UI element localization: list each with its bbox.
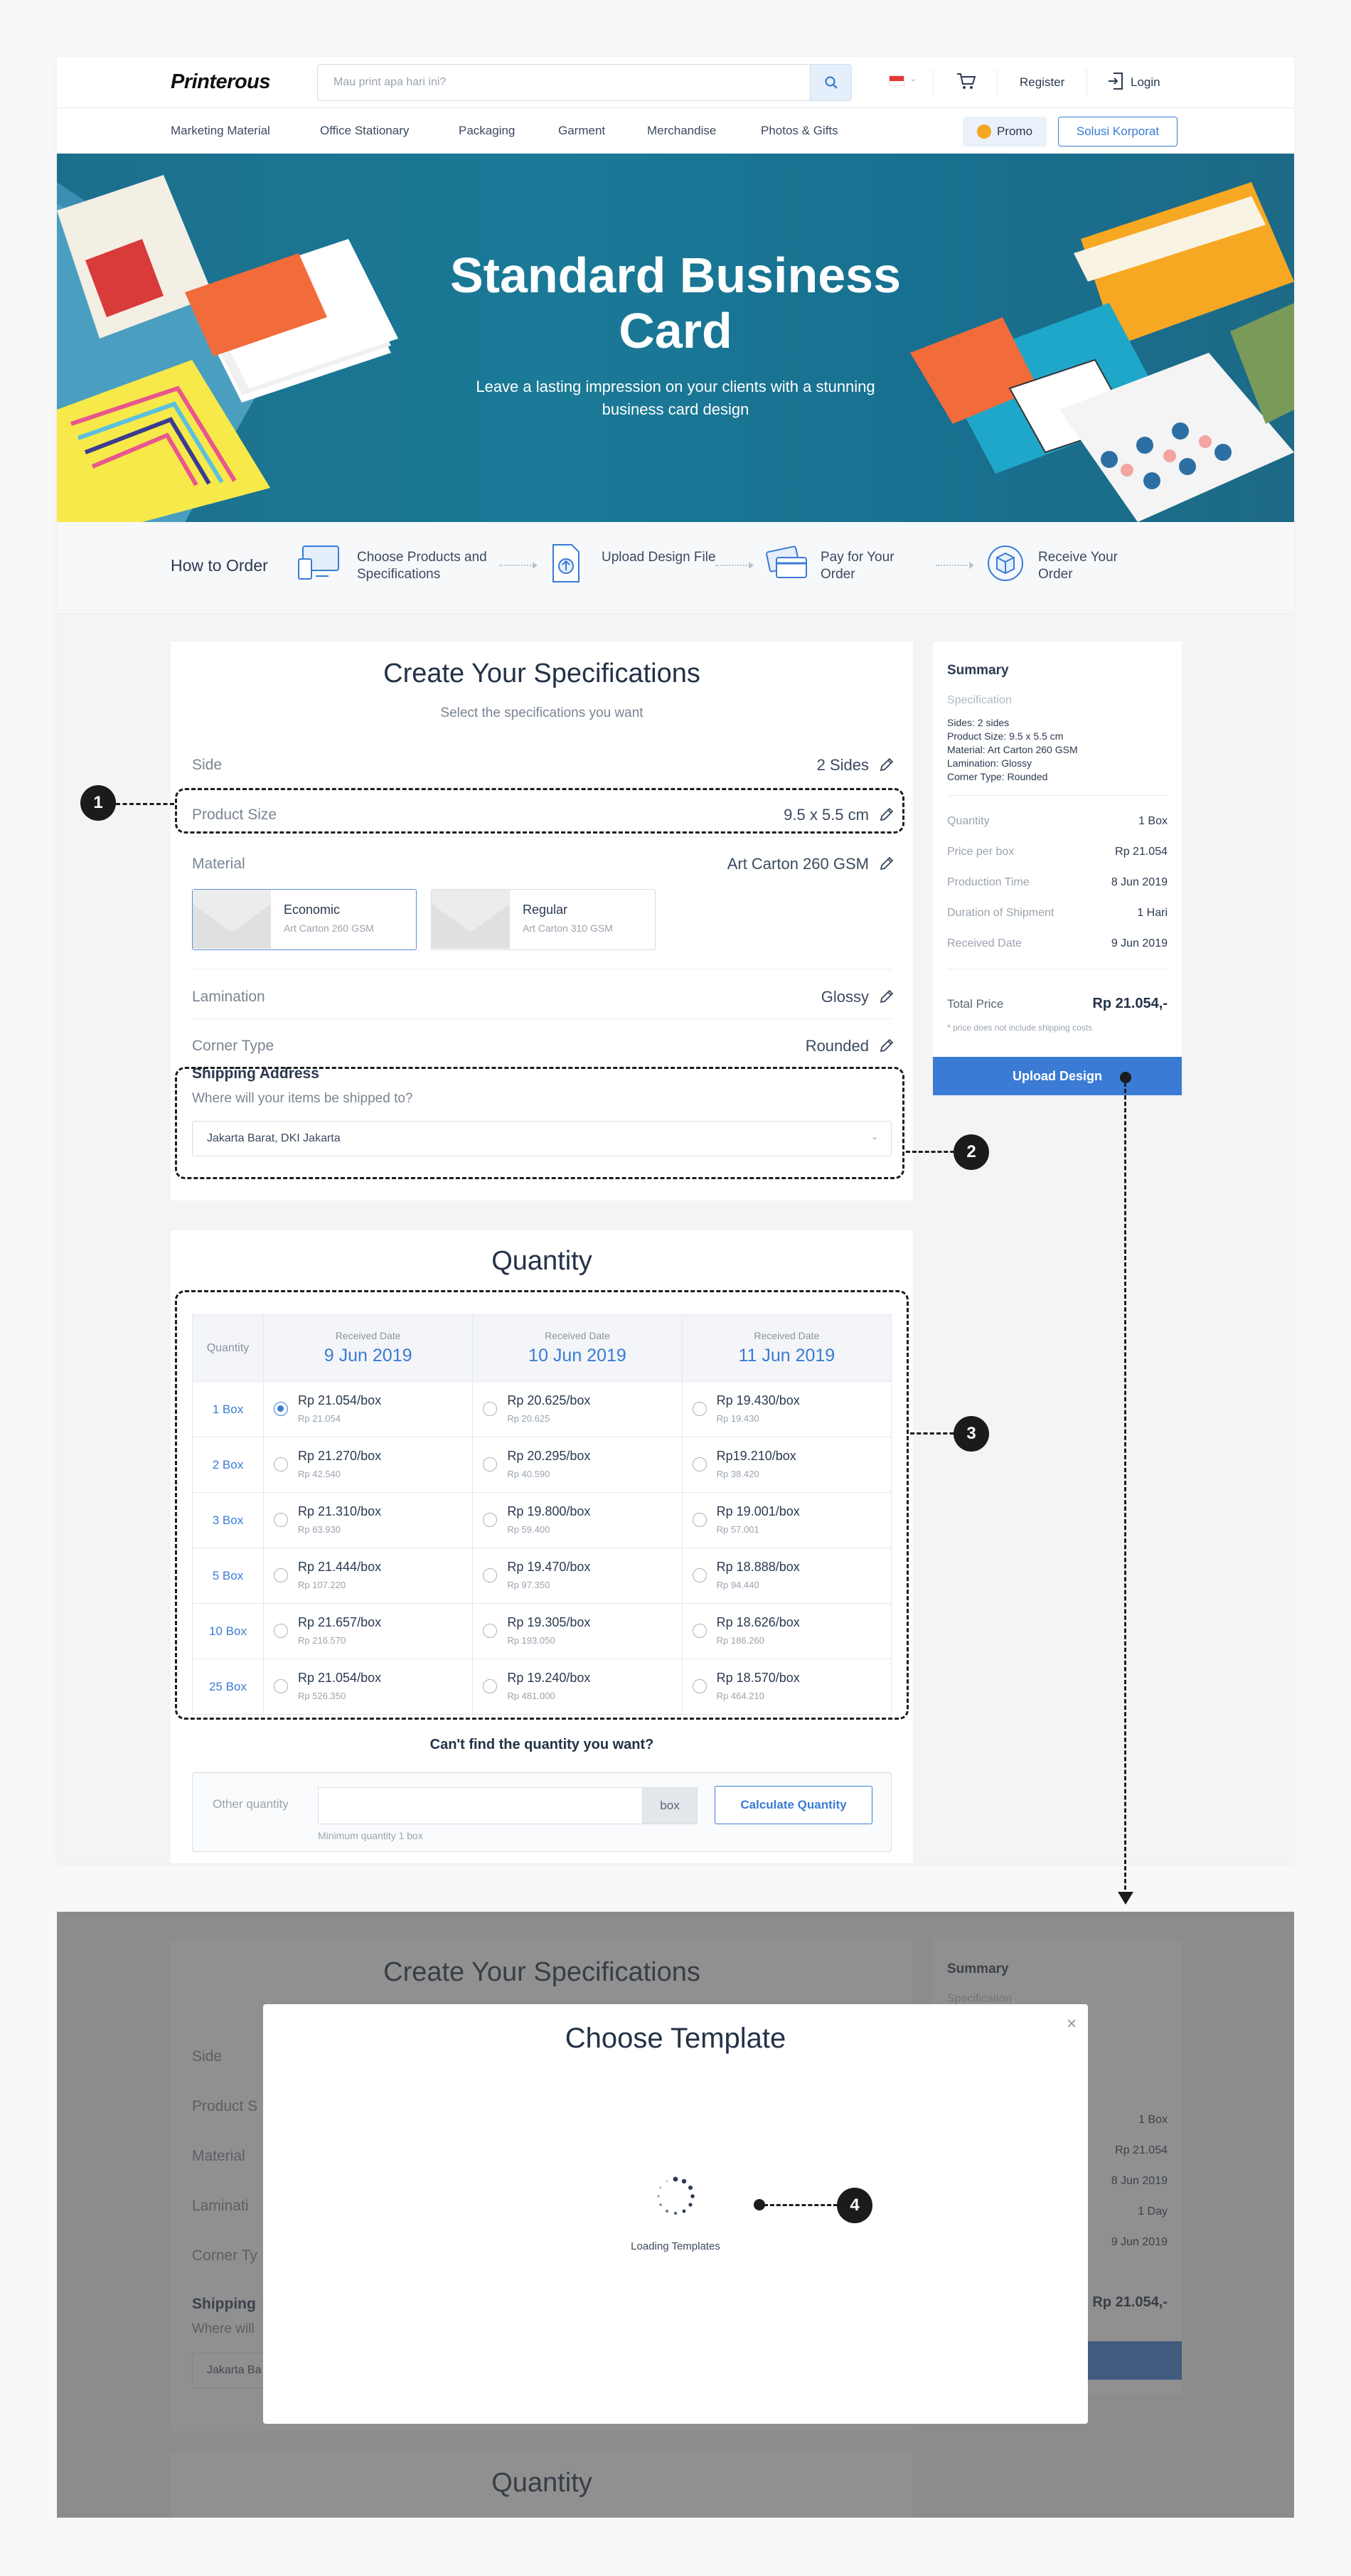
price-per-box: Rp 19.800/box — [507, 1504, 591, 1518]
total-price-note: * price does not include shipping costs — [947, 1023, 1093, 1033]
other-quantity-label: Other quantity — [213, 1797, 289, 1811]
total-price-label: Total Price — [947, 997, 1004, 1011]
quantity-option[interactable]: 1 Box — [193, 1382, 264, 1437]
summary-card — [933, 642, 1182, 1095]
price-per-box: Rp19.210/box — [716, 1449, 796, 1463]
calculate-quantity-button[interactable]: Calculate Quantity — [715, 1786, 872, 1824]
step-pay-order: Pay for Your Order — [821, 550, 895, 582]
annotation-connector — [116, 803, 174, 805]
category-packaging[interactable]: Packaging — [459, 124, 516, 137]
choose-template-state — [57, 1912, 1294, 2518]
price-total: Rp 59.400 — [507, 1524, 550, 1535]
price-per-box: Rp 19.240/box — [507, 1671, 591, 1685]
monitor-icon — [296, 543, 343, 582]
search-input[interactable] — [318, 65, 808, 100]
quantity-option[interactable]: 10 Box — [193, 1604, 264, 1659]
summary-shipment-value: 1 Hari — [1137, 907, 1168, 919]
search-icon — [824, 75, 838, 90]
price-per-box: Rp 21.310/box — [298, 1504, 382, 1518]
step-choose-products: Choose Products and Specifications — [357, 550, 487, 582]
lamination-label: Lamination — [192, 989, 265, 1005]
minimum-quantity-note: Minimum quantity 1 box — [318, 1830, 423, 1841]
annotation-marker-2: 2 — [954, 1134, 989, 1170]
arrow-icon — [936, 565, 973, 566]
annotation-marker-4: 4 — [837, 2188, 872, 2223]
price-per-box: Rp 19.430/box — [716, 1393, 800, 1407]
material-desc: Art Carton 310 GSM — [523, 922, 613, 934]
category-office-stationary[interactable]: Office Stationary — [320, 124, 410, 137]
summary-shipment-label: Duration of Shipment — [947, 907, 1054, 919]
how-to-order-title: How to Order — [171, 556, 268, 575]
product-size-label: Product Size — [192, 807, 277, 823]
pencil-icon[interactable] — [879, 1038, 895, 1053]
receive-box-icon — [984, 543, 1028, 583]
lamination-value[interactable]: Glossy — [821, 988, 869, 1006]
divider — [947, 795, 1168, 796]
upload-file-icon — [550, 543, 582, 583]
step-receive-order: Receive Your Order — [1038, 550, 1118, 582]
material-thumbnail — [432, 890, 510, 949]
specifications-title: Create Your Specifications — [383, 659, 700, 688]
quantity-option[interactable]: 2 Box — [193, 1437, 264, 1493]
login-icon[interactable] — [1106, 71, 1125, 95]
annotation-marker-3: 3 — [954, 1416, 989, 1452]
price-per-box: Rp 21.270/box — [298, 1449, 382, 1463]
promo-label: Promo — [996, 124, 1033, 138]
hero-banner — [57, 154, 1294, 522]
price-total: Rp 186.260 — [716, 1635, 764, 1646]
register-link[interactable]: Register — [1020, 75, 1065, 89]
product-size-value[interactable]: 9.5 x 5.5 cm — [784, 806, 869, 824]
cart-icon — [956, 71, 977, 91]
total-price-value: Rp 21.054,- — [1092, 996, 1168, 1011]
quantity-column-header: Quantity — [193, 1315, 264, 1382]
price-total: Rp 38.420 — [716, 1469, 759, 1479]
pencil-icon[interactable] — [879, 856, 895, 871]
material-option-economic[interactable] — [192, 889, 417, 950]
price-per-box: Rp 19.470/box — [507, 1560, 591, 1574]
quantity-title: Quantity — [491, 1246, 592, 1276]
received-date-label: Received Date — [754, 1330, 820, 1341]
material-name: Regular — [523, 903, 568, 917]
summary-title: Summary — [947, 663, 1009, 678]
price-per-box: Rp 18.888/box — [716, 1560, 800, 1574]
price-total: Rp 94.440 — [716, 1580, 759, 1590]
received-date-label: Received Date — [335, 1330, 401, 1341]
received-date-value: 10 Jun 2019 — [528, 1346, 626, 1366]
material-thumbnail — [193, 890, 271, 949]
shipping-address-title: Shipping Address — [192, 1065, 319, 1082]
hero-subtitle: Leave a lasting impression on your clients with a stunning business card design — [476, 378, 875, 418]
arrow-icon — [715, 565, 752, 566]
price-total: Rp 193.050 — [507, 1635, 555, 1646]
divider — [1086, 70, 1087, 95]
summary-spec-line: Material: Art Carton 260 GSM — [947, 744, 1078, 755]
payment-card-icon — [764, 543, 811, 582]
price-per-box: Rp 21.054/box — [298, 1671, 382, 1685]
step-upload-design: Upload Design File — [602, 550, 716, 565]
pencil-icon[interactable] — [879, 989, 895, 1004]
loading-spinner-icon — [654, 2175, 697, 2218]
material-name: Economic — [284, 903, 341, 917]
quantity-option[interactable]: 5 Box — [193, 1548, 264, 1604]
summary-production-label: Production Time — [947, 876, 1030, 888]
divider — [933, 70, 934, 95]
summary-spec-line: Sides: 2 sides — [947, 717, 1010, 728]
pencil-icon[interactable] — [879, 757, 895, 772]
divider — [192, 836, 892, 837]
annotation-box-3 — [175, 1290, 909, 1720]
category-marketing-material[interactable]: Marketing Material — [171, 124, 270, 137]
material-value[interactable]: Art Carton 260 GSM — [727, 855, 869, 873]
summary-quantity-value: 1 Box — [1138, 815, 1168, 827]
other-quantity-box — [192, 1772, 892, 1852]
price-total: Rp 97.350 — [507, 1580, 550, 1590]
promo-icon — [977, 124, 991, 139]
annotation-marker-1: 1 — [80, 785, 116, 821]
side-label: Side — [192, 757, 223, 773]
annotation-connector — [764, 2204, 838, 2206]
summary-received-label: Received Date — [947, 937, 1022, 949]
divider — [192, 1018, 892, 1019]
chevron-down-icon: ⌄ — [870, 1132, 878, 1141]
price-per-box: Rp 18.570/box — [716, 1671, 800, 1685]
annotation-box-2 — [175, 1067, 904, 1179]
login-link[interactable]: Login — [1131, 75, 1160, 89]
category-merchandise[interactable]: Merchandise — [647, 124, 717, 137]
corporate-solution-button[interactable]: Solusi Korporat — [1058, 117, 1178, 147]
material-desc: Art Carton 260 GSM — [284, 922, 374, 934]
price-total: Rp 57.001 — [716, 1524, 759, 1535]
summary-price-value: Rp 21.054 — [1115, 846, 1168, 858]
chevron-down-icon[interactable]: ⌄ — [910, 75, 917, 83]
side-value[interactable]: 2 Sides — [816, 756, 869, 774]
price-per-box: Rp 20.295/box — [507, 1449, 591, 1463]
top-navbar — [57, 57, 1294, 108]
corner-type-value[interactable]: Rounded — [805, 1037, 869, 1055]
summary-specification-label: Specification — [947, 694, 1012, 706]
price-total: Rp 20.625 — [507, 1413, 550, 1424]
received-date-value: 9 Jun 2019 — [324, 1346, 412, 1366]
price-per-box: Rp 21.444/box — [298, 1560, 382, 1574]
quantity-option[interactable]: 3 Box — [193, 1493, 264, 1548]
summary-quantity-label: Quantity — [947, 815, 990, 827]
price-total: Rp 42.540 — [298, 1469, 341, 1479]
annotation-dot — [1120, 1072, 1131, 1083]
shipping-question: Where will your items be shipped to? — [192, 1091, 413, 1106]
annotation-connector — [1124, 1082, 1126, 1896]
received-date-value: 11 Jun 2019 — [738, 1346, 835, 1366]
modal-title: Choose Template — [565, 2023, 786, 2054]
summary-spec-line: Corner Type: Rounded — [947, 771, 1048, 782]
language-flag-icon[interactable] — [889, 75, 904, 86]
price-per-box: Rp 21.054/box — [298, 1393, 382, 1407]
summary-spec-line: Product Size: 9.5 x 5.5 cm — [947, 730, 1064, 742]
summary-spec-line: Lamination: Glossy — [947, 757, 1032, 769]
price-total: Rp 40.590 — [507, 1469, 550, 1479]
hero-title: Standard Business Card — [449, 248, 902, 358]
price-total: Rp 63.930 — [298, 1524, 341, 1535]
price-per-box: Rp 18.626/box — [716, 1615, 800, 1629]
divider — [997, 70, 998, 95]
price-per-box: Rp 20.625/box — [507, 1393, 591, 1407]
price-per-box: Rp 19.001/box — [716, 1504, 800, 1518]
summary-price-label: Price per box — [947, 846, 1015, 858]
search-bar — [317, 64, 852, 101]
price-per-box: Rp 21.657/box — [298, 1615, 382, 1629]
specifications-subtitle: Select the specifications you want — [440, 706, 644, 720]
search-button[interactable] — [810, 65, 851, 100]
cant-find-quantity-text: Can't find the quantity you want? — [429, 1737, 654, 1752]
summary-received-value: 9 Jun 2019 — [1111, 937, 1168, 949]
material-label: Material — [192, 856, 245, 872]
received-date-label: Received Date — [545, 1330, 610, 1341]
quantity-option[interactable]: 25 Box — [193, 1659, 264, 1715]
price-total: Rp 464.210 — [716, 1691, 764, 1701]
arrow-down-icon — [1116, 1890, 1135, 1906]
shipping-address-value: Jakarta Barat, DKI Jakarta — [207, 1132, 341, 1144]
how-to-order — [57, 522, 1294, 614]
close-icon[interactable]: × — [1066, 2014, 1077, 2033]
material-option-regular[interactable] — [431, 889, 656, 950]
price-total: Rp 216.570 — [298, 1635, 346, 1646]
corner-type-label: Corner Type — [192, 1038, 274, 1054]
price-total: Rp 481.000 — [507, 1691, 555, 1701]
price-per-box: Rp 19.305/box — [507, 1615, 591, 1629]
choose-template-modal — [263, 2004, 1088, 2424]
price-total: Rp 526.350 — [298, 1691, 346, 1701]
arrow-icon — [499, 565, 536, 566]
cart-button[interactable] — [956, 71, 977, 95]
logo[interactable]: Printerous — [171, 70, 271, 93]
price-total: Rp 21.054 — [298, 1413, 341, 1424]
price-total: Rp 19.430 — [716, 1413, 759, 1424]
upload-design-button[interactable]: Upload Design — [933, 1057, 1182, 1095]
category-garment[interactable]: Garment — [558, 124, 606, 137]
loading-templates-text: Loading Templates — [631, 2240, 720, 2252]
annotation-box-1 — [175, 788, 904, 834]
promo-button[interactable] — [963, 117, 1047, 147]
category-photos-gifts[interactable]: Photos & Gifts — [761, 124, 838, 137]
quantity-unit: box — [642, 1787, 698, 1824]
category-bar — [57, 108, 1294, 154]
price-total: Rp 107.220 — [298, 1580, 346, 1590]
other-quantity-input[interactable] — [318, 1787, 642, 1824]
summary-production-value: 8 Jun 2019 — [1111, 876, 1168, 888]
